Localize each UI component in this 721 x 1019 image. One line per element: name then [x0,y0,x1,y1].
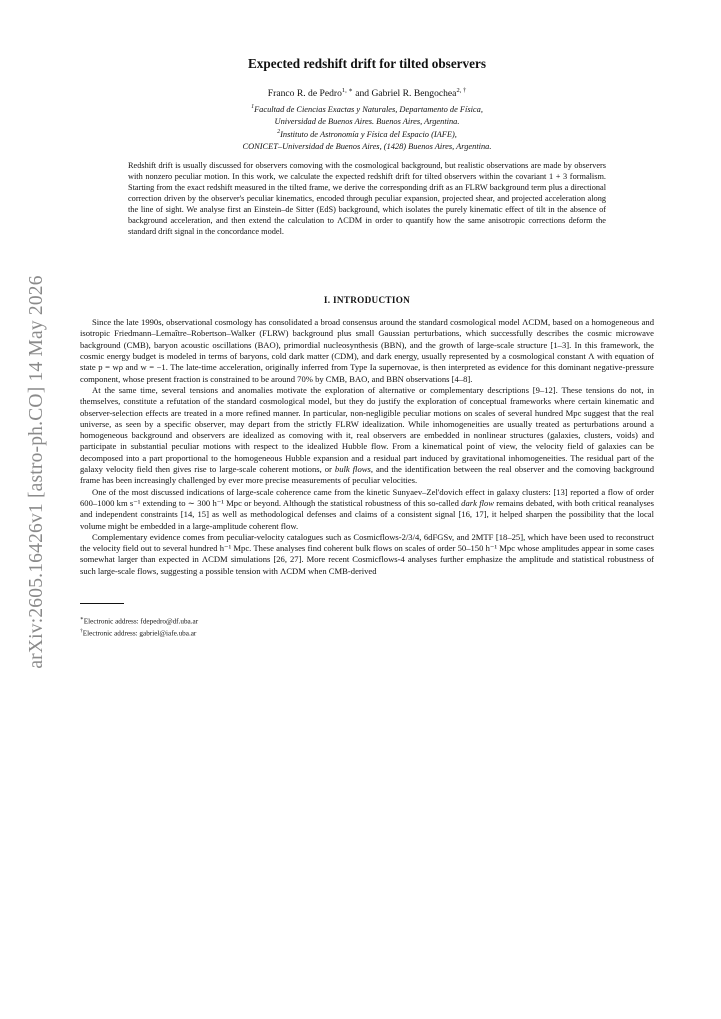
footnote [80,626,654,638]
paragraph: Complementary evidence comes from peculiar-velocity catalogues such as Cosmicflows-2/3/4, 6dFGSv, and 2MTF [18–25], which have been used to reconstruct the velocity field out to several hundred h⁻¹ Mpc. These analyses find coherent bulk flows on scales of order 50–150 h⁻¹ Mpc whose amplitudes appear in some cases somewhat larger than expected in ΛCDM simulations [26, 27]. More recent Cosmicflows-4 analyses further emphasize the amplitude and statistical robustness of such large-scale flows, suggesting a possible tension with ΛCDM when CMB-derived [80,531,654,576]
paragraph: At the same time, several tensions and anomalies motivate the exploration of alternative or complementary descriptions [9–12]. These tensions do not, in themselves, constitute a refutation of the standard cosmological model, but they do justify the exploration of conceptual frameworks where certain kinematic and observer-selection effects are treated in a more refined manner. In particular, non-negligible peculiar motions on scales of several hundred Mpc suggest that the real universe, as seen by a specific observer, may depart from the strictly FLRW idealization. While inhomogeneities are usually treated as perturbations around a homogeneous background and observers are idealized as comoving with it, real observers are embedded in nonlinear structures (galaxies, clusters, voids) and participate in substantial peculiar motions with respect to the idealized Hubble flow. From a kinematical point of view, the velocity field of galaxies can be decomposed into a part proportional to the homogeneous Hubble expansion and a residual part induced by gravitational inhomogeneities. The residual part of the galaxy velocity field then gives rise to large-scale coherent motions, or bulk flows, and the identification between the real observer and the comoving background frame has been increasingly challenged by ever more precise measurements of peculiar velocities. [80,384,655,486]
paper-page [80,56,654,639]
paragraph: Since the late 1990s, observational cosmology has consolidated a broad consensus around the standard cosmological model ΛCDM, based on a homogeneous and isotropic Friedmann–Lemaître–Robertson–Walker (FLRW) background plus small Gaussian perturbations, which successfully describes the cosmic microwave background (CMB), baryon acoustic oscillations (BAO), primordial nucleosynthesis (BBN), and the growth of large-scale structure [1–3]. In this framework, the cosmic energy budget is modeled in terms of baryons, cold dark matter (CDM), and dark energy, usually represented by a cosmological constant Λ with equation of state p = wρ and w = −1. The late-time acceleration, originally inferred from Type Ia supernovae, is then interpreted as evidence for this dominant negative-pressure component, whose present fraction is constrained to be around 70% by CMB, BAO, and BBN observations [4–8]. [80,317,654,384]
emphasis: dark flow [461,497,495,508]
footnote-mark: ∗ [80,615,84,622]
author-conjunction: and [352,88,372,100]
affiliations [80,102,654,152]
footnote [80,614,654,626]
paragraph: One of the most discussed indications of large-scale coherence came from the kinetic Sunyaev–Zel'dovich effect in galaxy clusters: [13] reported a flow of order 600–1000 km s⁻¹ extending to ∼ 300 h⁻¹ Mpc or beyond. Although the statistical robustness of this so-called dark flow remains debated, with both critical reanalyses and independent constraints [14, 15] as well as methodological defenses and claims of a consistent signal [16, 17], it helped sharpen the possibility that the local volume might be embedded in a large-amplitude coherent flow. [80,486,654,531]
body-text [80,317,654,577]
author-mark: 1, ∗ [341,87,353,94]
affiliation-line: CONICET–Universidad de Buenos Aires, (1428) Buenos Aires, Argentina. [242,141,492,151]
affiliation-line: Universidad de Buenos Aires. Buenos Aires, Argentina. [274,116,460,126]
author-line [80,86,654,99]
author-name: Gabriel R. Bengochea [371,88,457,100]
footnote-text: Electronic address: gabriel@iafe.uba.ar [82,629,197,638]
footnote-rule [80,603,124,604]
affiliation-mark: 1 [251,104,255,111]
arxiv-identifier: arXiv:2605.16426v1 [astro-ph.CO] 14 May 2026 [26,275,47,669]
section-heading: I. INTRODUCTION [323,295,411,306]
affiliation-line: $^2$Instituto de Astronomía y Física del Espacio (IAFE), [277,129,457,139]
footnote-mark: † [80,628,83,635]
abstract: Redshift drift is usually discussed for observers comoving with the cosmological background, but realistic observations are made by observers with nonzero peculiar motion. In this work, we calculate the expected redshift drift for tilted observers within the covariant 1 + 3 formalism. Starting from the exact redshift measured in the tilted frame, we derive the corresponding drift as an FLRW background term plus a directional correction driven by the observer's peculiar kinematics, encoded through peculiar expansion, projected shear, and projected acceleration along the line of sight. We analyse first an Einstein–de Sitter (EdS) background, which isolates the purely kinematic effect of tilt in the absence of background acceleration, and then extend the calculation to ΛCDM in order to quantify how the same anisotropic corrections deform the standard drift signal in the concordance model. [128,161,606,237]
arxiv-stamp [26,262,48,682]
affiliation-mark: 2 [277,129,281,136]
author-name: Franco R. de Pedro [267,88,342,100]
footnote-text: Electronic address: fdepedro@df.uba.ar [83,617,199,626]
emphasis: bulk flows [334,464,371,475]
paper-title: Expected redshift drift for tilted observers [248,56,486,71]
affiliation-line: $^1$Facultad de Ciencias Exactas y Naturales, Departamento de Física, [251,104,483,114]
author-mark: 2, † [456,87,467,94]
